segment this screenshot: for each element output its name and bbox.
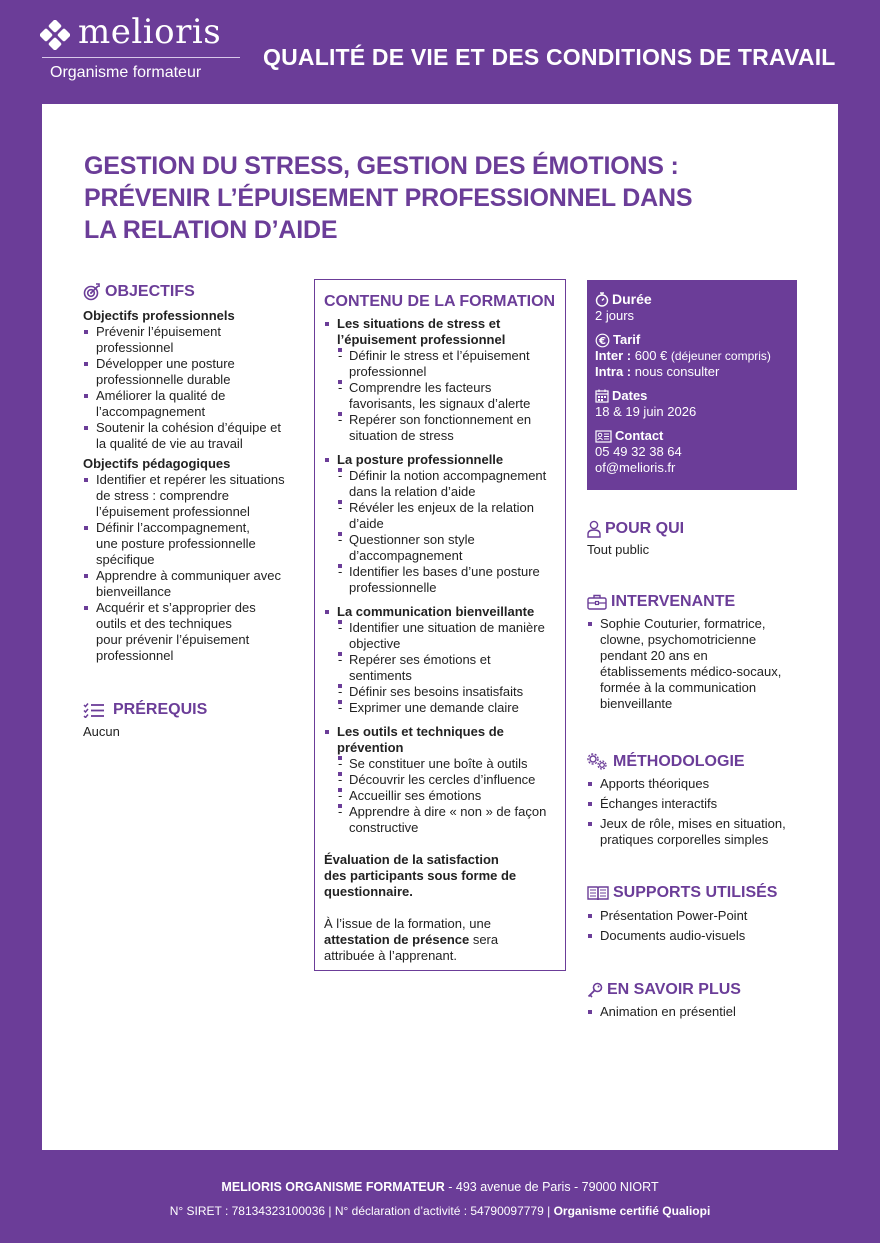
list-item: Prévenir l’épuisement professionnel [83, 324, 298, 356]
gears-icon [587, 753, 609, 771]
list-item: - Définir la notion accompagnement dans la relation d’aide [337, 468, 556, 500]
list-item: Documents audio-visuels [587, 928, 799, 944]
list-item: - Identifier une situation de manière objective [337, 620, 556, 652]
contenu-section [324, 452, 556, 596]
list-item: Définir l’accompagnement, une posture professionnelle spécifique [83, 520, 298, 568]
intra-price: Intra : nous consulter [595, 364, 720, 379]
page-title-line: PRÉVENIR L’ÉPUISEMENT PROFESSIONNEL DANS [84, 184, 693, 212]
list-item: - Définir le stress et l’épuisement professionnel [337, 348, 556, 380]
page-title [84, 150, 764, 246]
list-item: - Identifier les bases d’une posture professionnelle [337, 564, 556, 596]
key-icon [587, 982, 603, 998]
list-item: Développer une posture professionnelle durable [83, 356, 298, 388]
footer-siret: N° SIRET : 78134323100036 [169, 1204, 326, 1218]
section-items [337, 468, 556, 596]
section-items [337, 620, 556, 716]
prerequis-heading [83, 700, 298, 720]
intervenante-list [587, 616, 799, 712]
contact-email[interactable]: of@melioris.fr [595, 460, 676, 475]
attestation-text: À l’issue de la formation, une attestation de présence sera attribuée à l’apprenant. [324, 916, 499, 963]
dates-label: Dates [595, 388, 789, 404]
footer-qualiopi: Organisme certifié Qualiopi [553, 1204, 711, 1218]
contact-label: Contact [595, 428, 789, 444]
list-item: - Accueillir ses émotions [337, 788, 556, 804]
list-item: Identifier et repérer les situations de stress : comprendre l’épuisement professionnel [83, 472, 298, 520]
savoir-plus-heading: EN SAVOIR PLUS [587, 980, 799, 1000]
objectifs-peda-list [83, 472, 298, 664]
pour-qui-heading: POUR QUI [587, 519, 799, 539]
list-item: Apprendre à communiquer avec bienveillance [83, 568, 298, 600]
methodologie-list [587, 776, 799, 848]
objectifs-pro-title: Objectifs professionnels [83, 308, 235, 323]
page-title-line: GESTION DU STRESS, GESTION DES ÉMOTIONS : [84, 152, 679, 180]
list-item: Animation en présentiel [587, 1004, 799, 1020]
header [0, 0, 880, 104]
section-title: Les situations de stress et l’épuisement professionnel - Définir le stress et l’épuisement professionnel - Comprendre les facteurs favorisants, les signaux d’alerte - Repérer son fonctionnement en situation de stress [324, 316, 556, 444]
person-icon [587, 520, 601, 538]
svg-text:€: € [599, 335, 606, 347]
book-icon [587, 885, 609, 901]
tarif-label: € Tarif [595, 332, 789, 348]
checklist-icon [83, 702, 105, 718]
footer-line-1: MELIORIS ORGANISME FORMATEUR - 493 avenue de Paris - 79000 NIORT [221, 1180, 659, 1194]
stopwatch-icon [595, 292, 609, 307]
calendar-icon [595, 389, 609, 403]
list-item: - Exprimer une demande claire [337, 700, 556, 716]
list-item: - Révéler les enjeux de la relation d’aide [337, 500, 556, 532]
list-item: - Découvrir les cercles d’influence [337, 772, 556, 788]
contact-phone[interactable]: 05 49 32 38 64 [595, 444, 682, 459]
objectifs-pro-list [83, 324, 298, 452]
evaluation-text: Évaluation de la satisfaction des participants sous forme de questionnaire. [324, 852, 517, 899]
list-item: Sophie Couturier, formatrice, clowne, psychomotricienne pendant 20 ans en établissements médico-socaux, formée à la communication bienveillante [587, 616, 799, 712]
briefcase-icon [587, 594, 607, 610]
contact-card-icon [595, 430, 612, 443]
footer-org: MELIORIS ORGANISME FORMATEUR [221, 1180, 445, 1194]
section-title: La communication bienveillante - Identifier une situation de manière objective - Repérer ses émotions et sentiments - Définir ses besoins insatisfaits - Exprimer une demande claire [324, 604, 556, 716]
supports-list [587, 908, 799, 944]
objectifs-heading [83, 282, 298, 302]
list-item: - Repérer son fonctionnement en situation de stress [337, 412, 556, 444]
contenu-sections [324, 316, 556, 836]
info-box [587, 280, 797, 490]
list-item: - Se constituer une boîte à outils [337, 756, 556, 772]
list-item: Améliorer la qualité de l’accompagnement [83, 388, 298, 420]
logo-subtitle: Organisme formateur [50, 64, 202, 81]
section-items [337, 756, 556, 836]
objectifs-title: OBJECTIFS [105, 283, 195, 300]
footer-line-2: N° SIRET : 78134323100036 | N° déclaration d’activité : 54790097779 | Organisme certifié Qualiopi [169, 1204, 711, 1218]
page-title-line: LA RELATION D’AIDE [84, 216, 338, 244]
footer-declaration: N° déclaration d’activité : 54790097779 [334, 1204, 544, 1218]
prerequis-title: PRÉREQUIS [113, 701, 208, 718]
section-title: Les outils et techniques de prévention - Se constituer une boîte à outils - Découvrir les cercles d’influence - Accueillir ses émotions - Apprendre à dire « non » de façon constructive [324, 724, 556, 836]
dates-value: 18 & 19 juin 2026 [595, 404, 697, 419]
left-column [83, 282, 298, 740]
header-title: QUALITÉ DE VIE ET DES CONDITIONS DE TRAVAIL [263, 44, 836, 70]
contenu-box [314, 279, 566, 971]
list-item: Jeux de rôle, mises en situation, pratiques corporelles simples [587, 816, 799, 848]
section-title: La posture professionnelle - Définir la notion accompagnement dans la relation d’aide - Révéler les enjeux de la relation d’aide - Questionner son style d’accompagnement - Identifier les bases d’une posture professionnelle [324, 452, 556, 596]
target-icon [83, 283, 101, 301]
pour-qui-text: Tout public [587, 542, 650, 557]
section-items [337, 348, 556, 444]
contenu-section [324, 604, 556, 716]
right-column [587, 280, 799, 1020]
contenu-section [324, 724, 556, 836]
duree-label: Durée [595, 291, 789, 307]
footer-address: 493 avenue de Paris - 79000 NIORT [455, 1180, 659, 1194]
list-item: - Comprendre les facteurs favorisants, les signaux d’alerte [337, 380, 556, 412]
objectifs-peda-title: Objectifs pédagogiques [83, 456, 231, 471]
contenu-section [324, 316, 556, 444]
duree-value: 2 jours [595, 308, 635, 323]
logo-text: melioris [78, 12, 222, 52]
inter-price: Inter : 600 € (déjeuner compris) [595, 348, 771, 363]
intervenante-heading: INTERVENANTE [587, 592, 799, 612]
list-item: Présentation Power-Point [587, 908, 799, 924]
euro-icon [595, 333, 610, 348]
list-item: Soutenir la cohésion d’équipe et la qualité de vie au travail [83, 420, 298, 452]
logo-divider [42, 57, 240, 58]
savoir-plus-list [587, 1004, 799, 1020]
contenu-title: CONTENU DE LA FORMATION [324, 293, 556, 310]
prerequis-text: Aucun [83, 724, 120, 739]
footer [0, 1150, 880, 1243]
logo-mark-icon [40, 20, 70, 50]
list-item: Apports théoriques [587, 776, 799, 792]
list-item: Acquérir et s’approprier des outils et des techniques pour prévenir l’épuisement professionnel [83, 600, 298, 664]
content-card [42, 104, 838, 1150]
list-item: - Définir ses besoins insatisfaits [337, 684, 556, 700]
supports-heading: SUPPORTS UTILISÉS [587, 883, 799, 903]
list-item: - Questionner son style d’accompagnement [337, 532, 556, 564]
list-item: - Repérer ses émotions et sentiments [337, 652, 556, 684]
list-item: - Apprendre à dire « non » de façon constructive [337, 804, 556, 836]
methodologie-heading: MÉTHODOLOGIE [587, 752, 799, 772]
list-item: Échanges interactifs [587, 796, 799, 812]
